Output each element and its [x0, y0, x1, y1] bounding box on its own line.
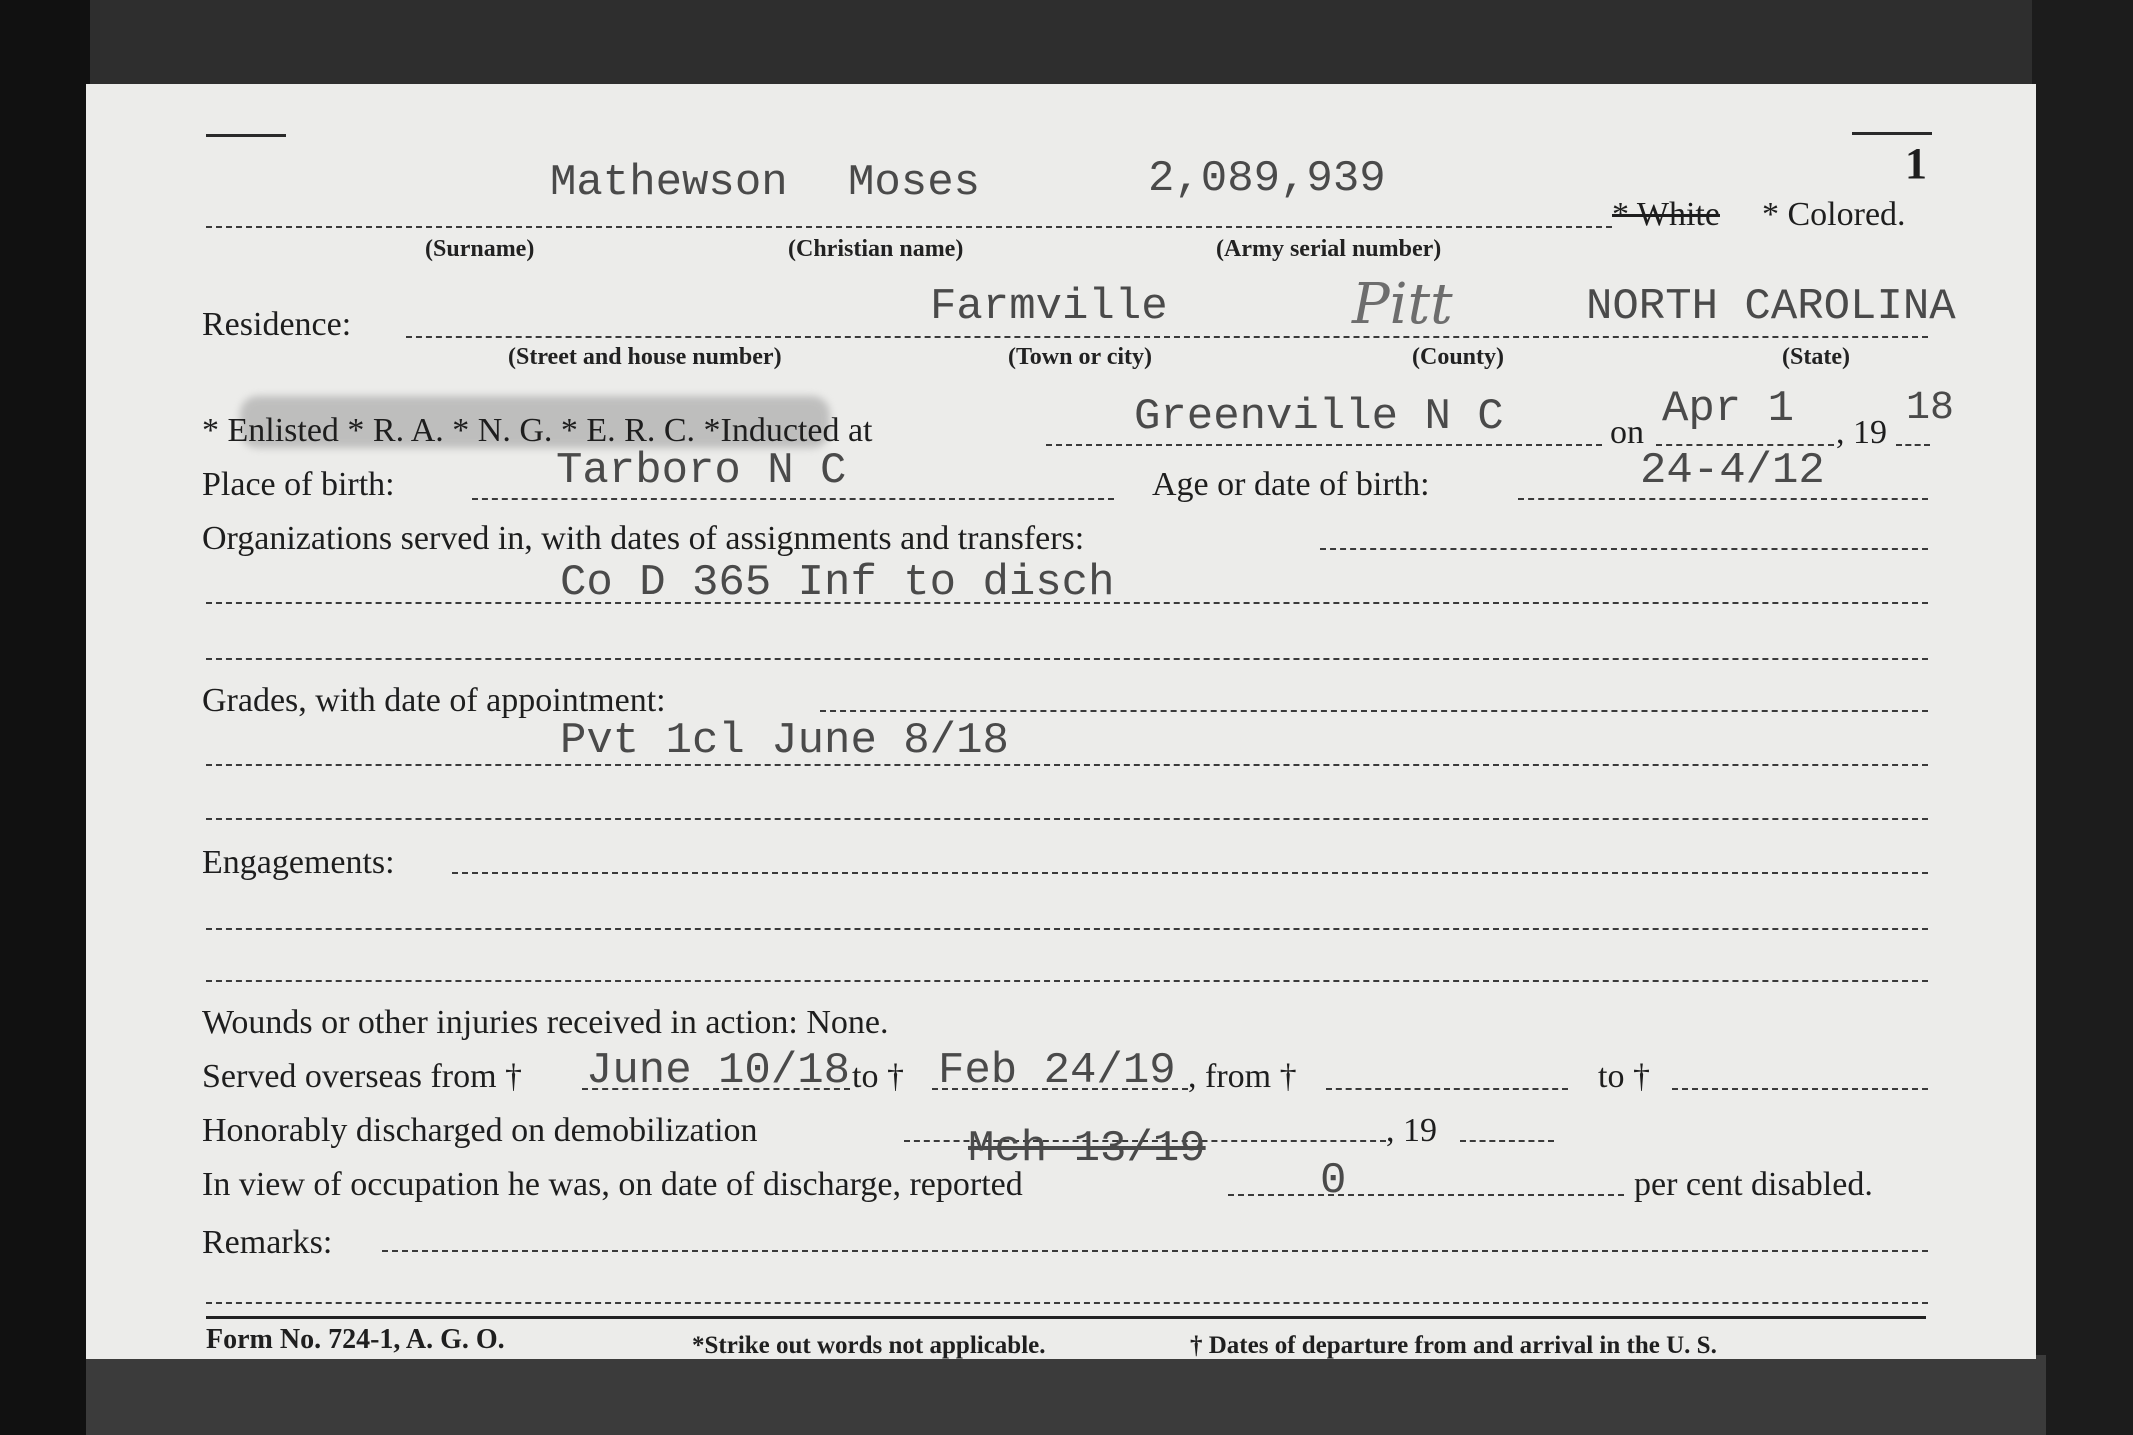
- enlistment-label: * Enlisted * R. A. * N. G. * E. R. C. *Inducted at: [202, 412, 873, 449]
- overseas-from2-line: [1326, 1088, 1568, 1090]
- disability-suffix: per cent disabled.: [1634, 1166, 1873, 1203]
- residence-line: [406, 336, 1928, 338]
- grades-line-2: [206, 764, 1928, 766]
- organizations-value: Co D 365 Inf to disch: [560, 558, 1115, 608]
- residence-label: Residence:: [202, 306, 352, 343]
- discharge-label: Honorably discharged on demobilization: [202, 1112, 758, 1149]
- overseas-to-label: to †: [852, 1058, 904, 1095]
- overseas-label: Served overseas from †: [202, 1058, 523, 1095]
- name-line: [206, 226, 1612, 228]
- age-line: [1518, 498, 1928, 500]
- surname-value: Mathewson: [550, 158, 788, 208]
- caption-surname: (Surname): [425, 236, 535, 262]
- discharge-year-line: [1460, 1140, 1554, 1142]
- scan-background-bottom: [86, 1355, 2046, 1435]
- form-number: Form No. 724-1, A. G. O.: [206, 1324, 505, 1355]
- on-label: on: [1610, 414, 1644, 451]
- year-line: [1896, 444, 1930, 446]
- organizations-line-3: [206, 658, 1928, 660]
- wounds-label: Wounds or other injuries received in action: None.: [202, 1004, 889, 1041]
- race-white: * White: [1612, 196, 1720, 233]
- footer-note-strike: *Strike out words not applicable.: [692, 1332, 1046, 1359]
- disability-label: In view of occupation he was, on date of discharge, reported: [202, 1166, 1023, 1203]
- inducted-date: Apr 1: [1662, 384, 1795, 434]
- discharge-date: Mch 13/19: [968, 1124, 1206, 1174]
- residence-town: Farmville: [930, 282, 1168, 332]
- race-colored: * Colored.: [1762, 196, 1906, 233]
- place-of-birth-line: [472, 498, 1114, 500]
- engagements-line-1: [452, 872, 1928, 874]
- christian-name-value: Moses: [848, 158, 981, 208]
- caption-christian-name: (Christian name): [788, 236, 964, 262]
- top-right-rule: [1852, 132, 1932, 135]
- overseas-to-date: Feb 24/19: [938, 1046, 1176, 1096]
- caption-county: (County): [1412, 344, 1505, 370]
- organizations-line-2: [206, 602, 1928, 604]
- card-number: 1: [1905, 139, 1927, 188]
- disability-line: [1228, 1194, 1624, 1196]
- age-value: 24-4/12: [1640, 446, 1825, 496]
- grades-line-3: [206, 818, 1928, 820]
- overseas-from2-label: , from †: [1188, 1058, 1297, 1095]
- overseas-to2-line: [1672, 1088, 1928, 1090]
- overseas-from-date: June 10/18: [586, 1046, 851, 1096]
- inducted-place: Greenville N C: [1134, 392, 1504, 442]
- grades-line-1: [820, 710, 1928, 712]
- grades-value: Pvt 1cl June 8/18: [560, 716, 1009, 766]
- engagements-label: Engagements:: [202, 844, 395, 881]
- remarks-line-2: [206, 1302, 1928, 1304]
- scan-background-top: [0, 0, 2133, 86]
- scan-background-left: [0, 0, 90, 1435]
- residence-county: Pitt: [1352, 272, 1453, 337]
- serial-number-value: 2,089,939: [1148, 154, 1386, 204]
- grades-label: Grades, with date of appointment:: [202, 682, 666, 719]
- disability-value: 0: [1320, 1156, 1347, 1206]
- scan-background-right: [2032, 0, 2133, 1435]
- footer-note-dates: † Dates of departure from and arrival in the U. S.: [1190, 1332, 1717, 1359]
- caption-state: (State): [1782, 344, 1850, 370]
- residence-state: NORTH CAROLINA: [1586, 282, 1956, 332]
- inducted-year: 18: [1906, 386, 1955, 431]
- caption-street: (Street and house number): [508, 344, 782, 370]
- engagements-line-2: [206, 928, 1928, 930]
- remarks-label: Remarks:: [202, 1224, 333, 1261]
- footer-rule: [206, 1316, 1926, 1319]
- overseas-to2-label: to †: [1598, 1058, 1650, 1095]
- discharge-year-label: , 19: [1386, 1112, 1437, 1149]
- caption-town: (Town or city): [1008, 344, 1152, 370]
- place-of-birth-value: Tarboro N C: [556, 446, 847, 496]
- inducted-at-line: [1046, 444, 1602, 446]
- caption-serial-number: (Army serial number): [1216, 236, 1442, 262]
- year-label: , 19: [1836, 414, 1887, 451]
- age-label: Age or date of birth:: [1152, 466, 1430, 503]
- top-left-rule: [206, 134, 286, 137]
- engagements-line-3: [206, 980, 1928, 982]
- place-of-birth-label: Place of birth:: [202, 466, 395, 503]
- organizations-label: Organizations served in, with dates of assignments and transfers:: [202, 520, 1085, 557]
- remarks-line-1: [382, 1250, 1928, 1252]
- organizations-line-1: [1320, 548, 1928, 550]
